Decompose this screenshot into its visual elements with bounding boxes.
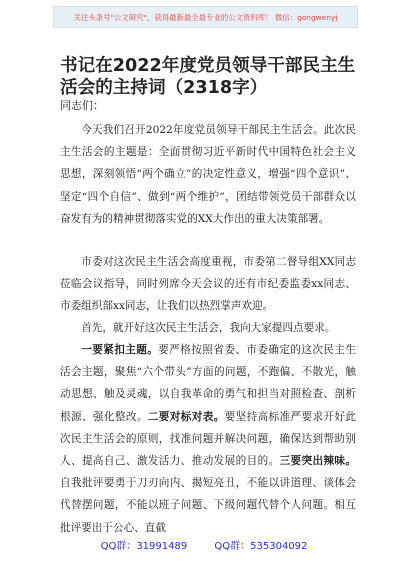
footer-qq-group-1: QQ群：31991489 — [100, 541, 188, 552]
paragraph-text: 市委对这次民主生活会高度重视，市委第二督导组XX同志莅临会议指导，同时列席今天会议的还有市纪委监委xx同志、市委组织部xx同志，让我们以热烈掌声欢迎。 — [60, 256, 356, 313]
paragraph-text: 今天我们召开2022年度党员领导干部民主生活会。此次民主生活会的主题是：全面贯彻习近平新时代中国特色社会主义思想，深刻领悟“两个确立”的决定性意义，增强“四个意识”、坚定“四个自信”、做到“两个维护”，团结带领党员干部群众以奋发有为的精神贯彻落实党的XX大作出的重大决策部署。 — [60, 124, 356, 225]
paragraph-4 — [60, 339, 356, 539]
footer-qq-group-2: QQ群：535304092 — [214, 541, 308, 552]
paragraph-2 — [60, 251, 356, 318]
document-title: 书记在2022年度党员领导干部民主生活会的主持词（2318字） — [60, 56, 356, 98]
salutation: 同志们： — [60, 99, 104, 112]
promo-banner-text: 关注头条号"公文研究"，获得最新最全最专业的公文资料库！ 微信：gongwenyj — [73, 12, 338, 22]
paragraph-1 — [60, 119, 356, 230]
footer-contact — [0, 537, 408, 552]
paragraph-text: 首先，就开好这次民主生活会，我向大家提四点要求。 — [81, 322, 336, 334]
paragraph-text: 要严格按照省委、市委确定的这次民主生活会主题，聚焦“六个带头”方面的问题，不跑偏、不散光，触动思想、触及灵魂，以自我革命的勇气和担当对照检查、剖析根源、强化整改。 — [60, 344, 357, 423]
paragraph-text: 要坚持高标准严要求开好此次民主生活会的原则，找准问题并解决问题，确保达到帮助别人、提高自己、激发活力、推动发展的目的。 — [60, 410, 357, 468]
requirement-heading-3: 三要突出辣味。 — [279, 455, 357, 468]
paragraph-3 — [60, 317, 356, 339]
requirement-heading-2: 二要对标对表。 — [147, 410, 225, 423]
paragraph-text: 自我批评要勇于刀刃向内、揭短亮丑，不能以讲道理、谈体会代替摆问题，不能以班子问题、下级问题代替个人问题。相互批评要出于公心、直截 — [60, 477, 356, 534]
promo-banner — [53, 6, 358, 28]
requirement-heading-1: 一要紧扣主题。 — [81, 344, 159, 356]
